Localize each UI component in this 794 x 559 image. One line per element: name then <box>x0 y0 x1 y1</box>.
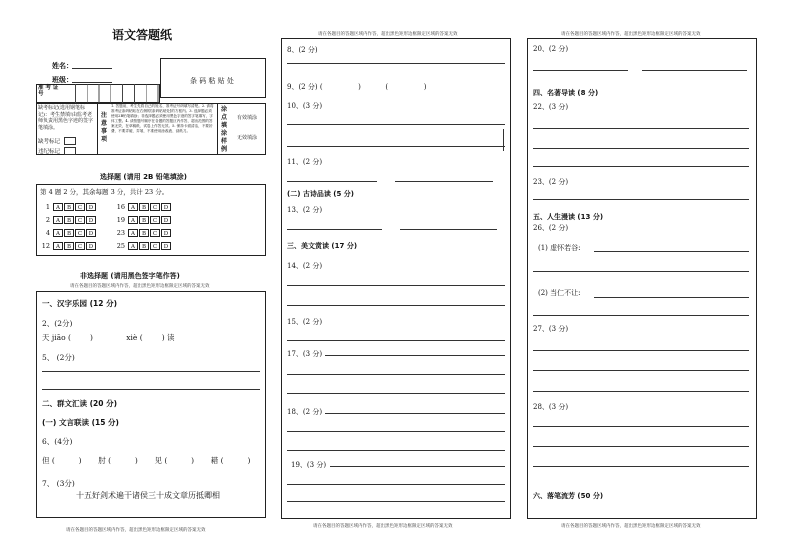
q26-part2: (2) 当仁不让: <box>538 289 581 297</box>
answer-line[interactable] <box>642 70 747 71</box>
mcq-number: 1 <box>45 203 50 211</box>
q22-label: 22、(3 分) <box>533 103 569 111</box>
answer-line[interactable] <box>287 484 505 485</box>
answer-line[interactable] <box>533 350 749 351</box>
q2-label: 2、(2分) <box>42 319 73 328</box>
answer-line[interactable] <box>287 501 505 502</box>
boundary-note: 请在各题目的答题区域内作答，超出黑色矩形边框限定区域的答案无效 <box>70 284 210 289</box>
answer-line[interactable] <box>533 370 749 371</box>
notice-title: 注 意 事 项 <box>100 112 107 143</box>
mcq-row-2 <box>40 216 97 224</box>
mcq-option-c[interactable]: C <box>150 216 160 224</box>
answer-line[interactable] <box>533 446 749 447</box>
section-2-subtitle: (一) 文言联读 (15 分) <box>42 418 119 427</box>
q23-label: 23、(2 分) <box>533 178 569 186</box>
absent-mark-box[interactable] <box>64 137 76 145</box>
q26-label: 26、(2 分) <box>533 224 569 232</box>
answer-line[interactable] <box>533 70 628 71</box>
answer-line[interactable] <box>330 466 505 467</box>
mcq-option-d[interactable]: D <box>86 216 96 224</box>
mcq-option-b[interactable]: B <box>139 229 149 237</box>
answer-line[interactable] <box>287 285 505 286</box>
q7-label: 7、 (3分) <box>42 479 75 488</box>
answer-line[interactable] <box>287 393 505 394</box>
mcq-option-b[interactable]: B <box>139 203 149 211</box>
q2-pinyin: 天 jiāo ( ) xiè ( ) 读 <box>42 333 175 342</box>
mcq-row-7 <box>115 229 172 237</box>
q8-label: 8、(2 分) <box>287 46 318 54</box>
section-2-title: 二、群文汇读 (20 分) <box>42 399 118 408</box>
absent-mark-label: 缺考标记 <box>38 139 61 145</box>
answer-line[interactable] <box>287 374 505 375</box>
boundary-note-bottom: 请在各题目的答题区域内作答，超出黑色矩形边框限定区域的答案无效 <box>66 528 206 533</box>
answer-line[interactable] <box>533 271 749 272</box>
mcq-number: 19 <box>116 216 125 224</box>
boundary-note-top: 请在各题目的答题区域内作答，超出黑色矩形边框限定区域的答案无效 <box>318 32 458 37</box>
exam-number-cells <box>64 84 160 103</box>
section-3-title: 三、美文赏读 (17 分) <box>287 242 358 250</box>
mcq-number: 2 <box>45 216 50 224</box>
mcq-option-d[interactable]: D <box>86 203 96 211</box>
q11-label: 11、(2 分) <box>287 158 323 166</box>
mcq-option-b[interactable]: B <box>64 229 74 237</box>
violation-mark-label: 违纪标记 <box>38 149 61 155</box>
mcq-option-b[interactable]: B <box>139 242 149 250</box>
mcq-row-3 <box>40 229 97 237</box>
answer-line[interactable] <box>287 181 377 182</box>
answer-line[interactable] <box>325 355 505 356</box>
answer-line[interactable] <box>533 148 749 149</box>
boundary-note-bottom: 请在各题目的答题区域内作答，超出黑色矩形边框限定区域的答案无效 <box>313 524 453 529</box>
section-4-title: 四、名著导读 (8 分) <box>533 89 599 97</box>
q26-part1: (1) 虚怀若谷: <box>538 244 581 252</box>
mcq-option-d[interactable]: D <box>161 229 171 237</box>
q20-label: 20、(2 分) <box>533 45 569 53</box>
answer-line[interactable] <box>287 431 505 432</box>
q6-label: 6、(4分) <box>42 437 73 446</box>
section-1-title: 一、汉字乐园 (12 分) <box>42 299 118 308</box>
mcq-row-1 <box>40 203 97 211</box>
mcq-option-c[interactable]: C <box>75 216 85 224</box>
notice-text: 1. 答题前，考生先将自己的姓名、准考证号码填写清楚。2. 请将准考证条码粘贴在右侧的[条码粘贴处]的方框内。3. 选择题必须使用2B铅笔填涂；非选择题必须使用黑色字迹的签字笔填写，字体工整。4. 请按题号顺序在各题的答题区内作答，超出范围的答案无效，在草稿纸、试卷上作答无效。5. 保持卡面清洁，不要折叠、不要弄破、弄皱，不准使用涂改液、刮纸刀。 <box>111 104 214 133</box>
mcq-option-d[interactable]: D <box>86 229 96 237</box>
mcq-option-b[interactable]: B <box>64 203 74 211</box>
mcq-option-a[interactable]: A <box>128 229 138 237</box>
mcq-option-a[interactable]: A <box>128 203 138 211</box>
answer-line[interactable] <box>287 63 505 64</box>
answer-line[interactable] <box>287 124 505 125</box>
q19-label: 19、(3 分) <box>291 461 327 469</box>
q14-label: 14、(2 分) <box>287 262 323 270</box>
mcq-option-a[interactable]: A <box>128 216 138 224</box>
answer-line[interactable] <box>287 229 382 230</box>
answer-line[interactable] <box>533 315 749 316</box>
answer-line[interactable] <box>594 251 749 252</box>
q9-label: 9、(2 分) ( ) ( ) <box>287 83 427 91</box>
mcq-option-d[interactable]: D <box>161 242 171 250</box>
barcode-label: 条 码 粘 贴 处 <box>190 77 234 85</box>
mcq-note: 第 4 题 2 分，其余每题 3 分，共计 23 分。 <box>40 188 169 196</box>
mcq-option-d[interactable]: D <box>86 242 96 250</box>
mcq-row-6 <box>115 216 172 224</box>
q13-label: 13、(2 分) <box>287 206 323 214</box>
mcq-number: 25 <box>116 242 125 250</box>
q17-label: 17、(3 分) <box>287 350 323 358</box>
section-6-title: 六、落笔流芳 (50 分) <box>533 492 604 500</box>
answer-line[interactable] <box>533 166 749 167</box>
class-label: 班级： <box>52 76 73 84</box>
q6-blanks: 但 ( ) 肘 ( ) 见 ( ) 耤 ( ) <box>42 456 251 465</box>
mcq-number: 23 <box>116 229 125 237</box>
exam-number-label: 准 考 证 号 <box>38 85 59 97</box>
mcq-number: 4 <box>45 229 50 237</box>
valid-fill-label: 有效填涂 <box>237 115 258 121</box>
answer-line[interactable] <box>533 391 749 392</box>
mcq-title: 选择题 (请用 2B 铅笔填涂) <box>100 173 187 181</box>
mcq-option-c[interactable]: C <box>75 203 85 211</box>
q5-label: 5、 (2分) <box>42 353 75 362</box>
nonmcq-title: 非选择题 (请用黑色签字笔作答) <box>80 272 180 280</box>
section-5-title: 五、人生漫读 (13 分) <box>533 213 604 221</box>
boundary-note-top: 请在各题目的答题区域内作答，超出黑色矩形边框限定区域的答案无效 <box>561 32 701 37</box>
mcq-option-a[interactable]: A <box>53 242 63 250</box>
absent-instructions: 缺考标记(选用钢笔标记)：考生禁填!由监考老师负责用黑色字迹的签字笔填涂。 <box>38 105 94 131</box>
violation-mark-box[interactable] <box>64 147 76 155</box>
mcq-option-c[interactable]: C <box>150 203 160 211</box>
mcq-row-8 <box>115 242 172 250</box>
mcq-option-d[interactable]: D <box>161 216 171 224</box>
answer-line[interactable] <box>533 426 749 427</box>
q18-label: 18、(2 分) <box>287 408 323 416</box>
mcq-option-d[interactable]: D <box>161 203 171 211</box>
q27-label: 27、(3 分) <box>533 325 569 333</box>
mcq-option-a[interactable]: A <box>53 203 63 211</box>
answer-line[interactable] <box>325 413 505 414</box>
answer-line[interactable] <box>395 181 493 182</box>
line-marker <box>503 129 504 151</box>
mcq-option-a[interactable]: A <box>53 216 63 224</box>
fill-example-title: 涂 点 填 涂 样 例 <box>220 106 227 153</box>
answer-line[interactable] <box>594 297 749 298</box>
mcq-option-c[interactable]: C <box>75 242 85 250</box>
boundary-note-bottom: 请在各题目的答题区域内作答，超出黑色矩形边框限定区域的答案无效 <box>561 524 701 529</box>
mcq-option-b[interactable]: B <box>64 216 74 224</box>
class-field[interactable] <box>72 82 112 83</box>
info-divider-2 <box>217 103 218 155</box>
answer-line[interactable] <box>533 128 749 129</box>
answer-line[interactable] <box>287 305 505 306</box>
q10-label: 10、(3 分) <box>287 102 323 110</box>
mcq-option-a[interactable]: A <box>128 242 138 250</box>
answer-line[interactable] <box>42 389 260 390</box>
name-label: 姓名： <box>52 62 73 70</box>
mcq-option-c[interactable]: C <box>75 229 85 237</box>
q7-text: 十五好剑术遍干诸侯三十成文章历抵卿相 <box>76 491 220 500</box>
q15-label: 15、(2 分) <box>287 318 323 326</box>
mcq-option-c[interactable]: C <box>150 229 160 237</box>
info-divider <box>97 103 98 155</box>
sheet-title: 语文答题纸 <box>112 28 173 42</box>
answer-line[interactable] <box>533 466 749 467</box>
q28-label: 28、(3 分) <box>533 403 569 411</box>
invalid-fill-label: 无效填涂 <box>237 135 258 141</box>
answer-line[interactable] <box>287 450 505 451</box>
mcq-number: 16 <box>116 203 125 211</box>
answer-line[interactable] <box>42 371 260 372</box>
answer-line[interactable] <box>287 146 505 147</box>
mcq-row-4 <box>40 242 97 250</box>
poem-section-title: (二) 古诗品读 (5 分) <box>287 190 354 198</box>
mcq-option-b[interactable]: B <box>64 242 74 250</box>
mcq-option-b[interactable]: B <box>139 216 149 224</box>
mcq-row-5 <box>115 203 172 211</box>
answer-line[interactable] <box>533 199 749 200</box>
answer-line[interactable] <box>287 340 505 341</box>
mcq-option-c[interactable]: C <box>150 242 160 250</box>
mcq-number: 12 <box>41 242 50 250</box>
mcq-option-a[interactable]: A <box>53 229 63 237</box>
answer-line[interactable] <box>400 229 497 230</box>
name-field[interactable] <box>72 68 112 69</box>
